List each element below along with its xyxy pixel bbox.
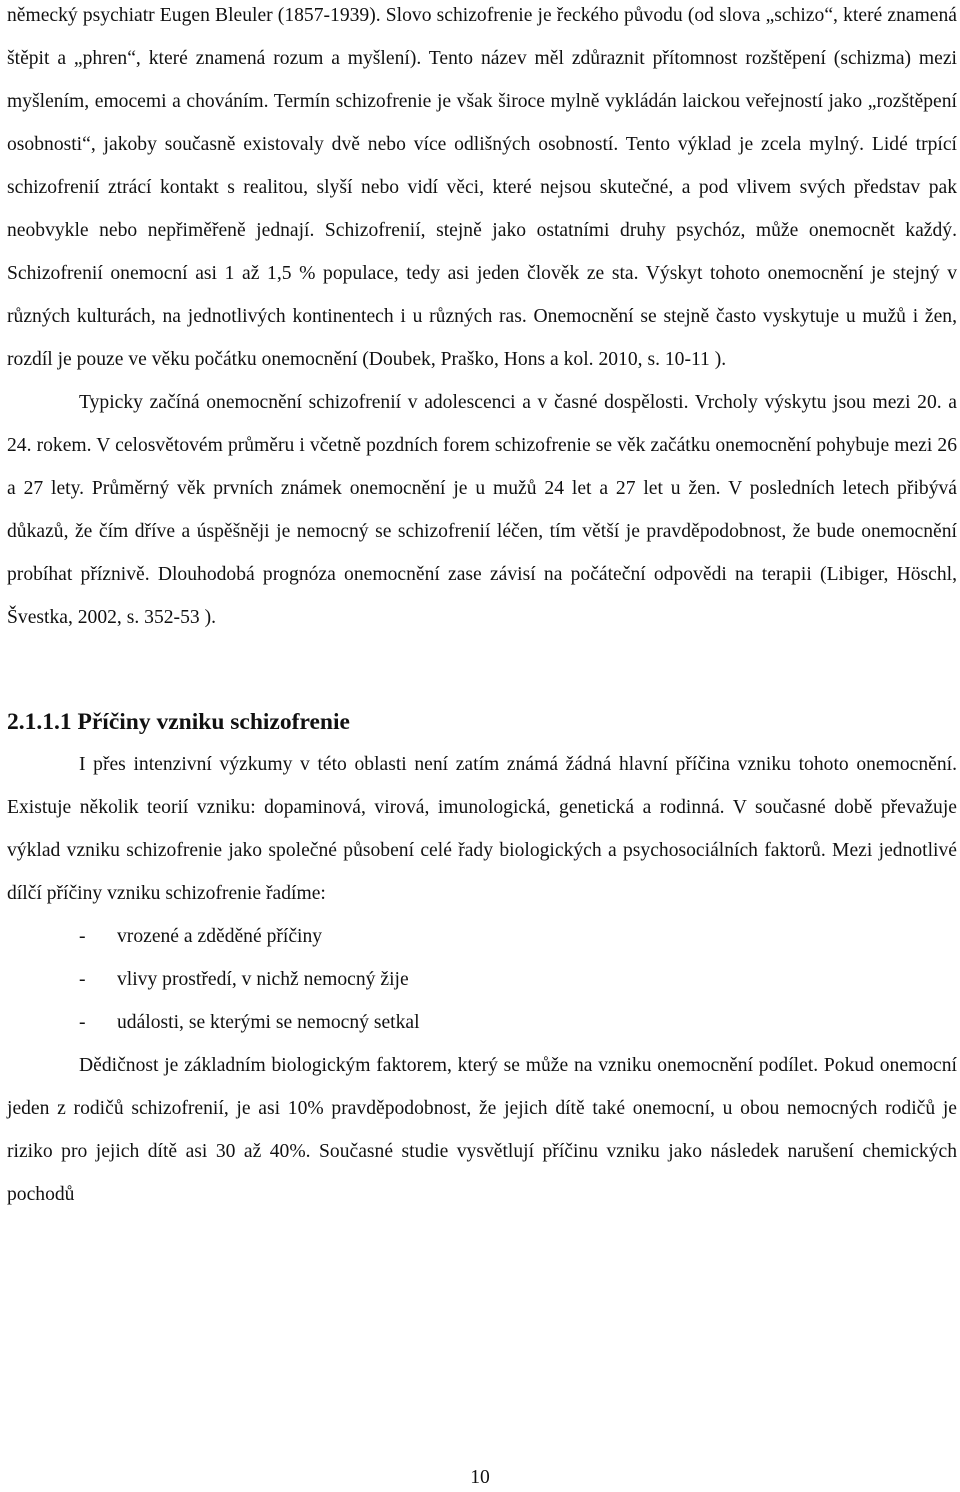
causes-list [7, 915, 957, 1044]
list-marker: - [79, 926, 86, 947]
paragraph-1: německý psychiatr Eugen Bleuler (1857-1939). Slovo schizofrenie je řeckého původu (od slova „schizo“, které znamená štěpit a „phren“, které znamená rozum a myšlení). Tento název měl zdůraznit přítomnost rozštěpení (schizma) mezi myšlením, emocemi a chováním. Termín schizofrenie je však široce mylně vykládán laickou veřejností jako „rozštěpení osobnosti“, jakoby současně existovaly dvě nebo více odlišných osobností. Tento výklad je zcela mylný. Lidé trpící schizofrenií ztrácí kontakt s realitou, slyší nebo vidí věci, které nejsou skutečné, a pod vlivem svých představ pak neobvykle nebo nepřiměřeně jednají. Schizofrenií, stejně jako ostatními druhy psychóz, může onemocnět každý. Schizofrenií onemocní asi 1 až 1,5 % populace, tedy asi jeden člověk ze sta. Výskyt tohoto onemocnění je stejný v různých kulturách, na jednotlivých kontinentech i u různých ras. Onemocnění se stejně často vyskytuje u mužů i žen, rozdíl je pouze ve věku počátku onemocnění (Doubek, Praško, Hons a kol. 2010, s. 10-11 ). [7, 5, 957, 370]
page-number: 10 [470, 1467, 490, 1488]
list-item-text: vlivy prostředí, v nichž nemocný žije [117, 969, 409, 990]
list-item-text: vrozené a zděděné příčiny [117, 926, 323, 947]
list-item [7, 958, 957, 1001]
document-page [7, 0, 957, 1216]
section-heading: 2.1.1.1 Příčiny vzniku schizofrenie [7, 709, 350, 735]
list-item [7, 915, 957, 958]
paragraph-4: Dědičnost je základním biologickým faktorem, který se může na vzniku onemocnění podílet. Pokud onemocní jeden z rodičů schizofrenií, je asi 10% pravděpodobnost, že jejich dítě také onemocní, u obou nemocných rodičů je riziko pro jejich dítě asi 30 až 40%. Současné studie vysvětlují příčinu vzniku jako následek narušení chemických pochodů [7, 1055, 957, 1205]
list-marker: - [79, 1012, 86, 1033]
list-item [7, 1001, 957, 1044]
paragraph-2: Typicky začíná onemocnění schizofrenií v adolescenci a v časné dospělosti. Vrcholy výskytu jsou mezi 20. a 24. rokem. V celosvětovém průměru i včetně pozdních forem schizofrenie se věk začátku onemocnění pohybuje mezi 26 a 27 lety. Průměrný věk prvních známek onemocnění je u mužů 24 let a 27 let u žen. V posledních letech přibývá důkazů, že čím dříve a úspěšněji je nemocný se schizofrenií léčen, tím větší je pravděpodobnost, že bude onemocnění probíhat příznivě. Dlouhodobá prognóza onemocnění zase závisí na počáteční odpovědi na terapii (Libiger, Höschl, Švestka, 2002, s. 352-53 ). [7, 392, 957, 628]
paragraph-3: I přes intenzivní výzkumy v této oblasti není zatím známá žádná hlavní příčina vzniku tohoto onemocnění. Existuje několik teorií vzniku: dopaminová, virová, imunologická, genetická a rodinná. V současné době převažuje výklad vzniku schizofrenie jako společné působení celé řady biologických a psychosociálních faktorů. Mezi jednotlivé dílčí příčiny vzniku schizofrenie řadíme: [7, 754, 957, 904]
list-item-text: události, se kterými se nemocný setkal [117, 1012, 420, 1033]
list-marker: - [79, 969, 86, 990]
